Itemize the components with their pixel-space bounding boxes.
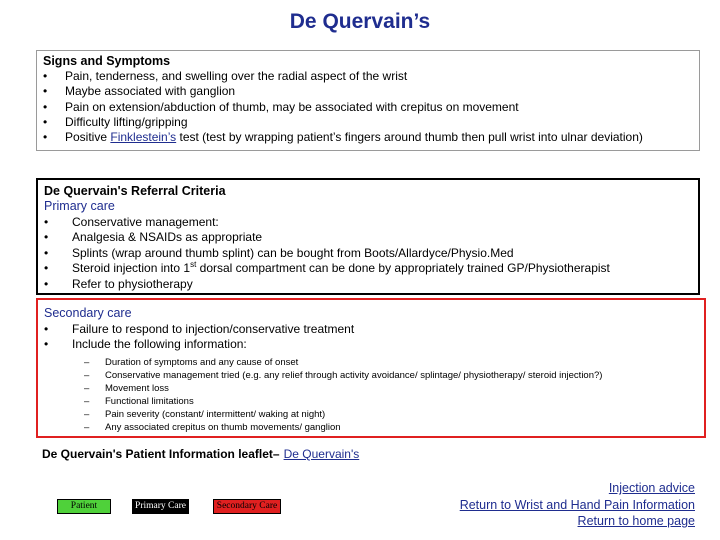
signs-list [43,69,693,145]
injection-advice-link[interactable]: Injection advice [608,481,695,495]
leaflet-link[interactable]: De Quervain's [283,447,360,461]
list-item: • Failure to respond to injection/conservative treatment [44,322,698,338]
primary-care-button[interactable]: Primary Care [132,499,189,514]
secondary-info-list [44,356,698,434]
steroid-suffix: dorsal compartment can be done by appropriately trained GP/Physiotherapist [196,261,610,275]
list-item: • Pain, tenderness, and swelling over the radial aspect of the wrist [43,69,693,84]
list-item: • Analgesia & NSAIDs as appropriate [44,230,692,246]
nav-links [460,480,695,530]
list-item: • Include the following information: [44,337,698,353]
list-item [43,130,693,145]
secondary-care-list [44,322,698,353]
list-item [44,261,692,277]
leaflet-label: De Quervain's Patient Information leaflet– [42,447,280,461]
steroid-sup: st [190,260,197,269]
referral-criteria-box [36,178,700,295]
secondary-care-box [36,298,706,438]
primary-care-list [44,215,692,293]
list-item: – Duration of symptoms and any cause of onset [44,356,698,369]
secondary-care-button[interactable]: Secondary Care [213,499,281,514]
finklestein-prefix: Positive [65,130,111,145]
finklestein-link[interactable]: Finklestein’s [110,130,177,145]
list-item: • Difficulty lifting/gripping [43,115,693,130]
list-item: – Functional limitations [44,395,698,408]
page-title: De Quervain’s [289,10,431,33]
list-item: • Refer to physiotherapy [44,277,692,293]
list-item: – Movement loss [44,382,698,395]
secondary-care-label: Secondary care [44,306,132,320]
referral-heading: De Quervain's Referral Criteria [44,184,226,198]
list-item: • Maybe associated with ganglion [43,84,693,99]
signs-heading: Signs and Symptoms [43,54,171,68]
return-wrist-hand-link[interactable]: Return to Wrist and Hand Pain Information [459,497,695,512]
list-item: – Pain severity (constant/ intermittent/ waking at night) [44,408,698,421]
list-item: – Any associated crepitus on thumb movements/ ganglion [44,421,698,434]
signs-symptoms-box [36,50,700,151]
patient-leaflet-line [42,447,359,461]
list-item: • Splints (wrap around thumb splint) can be bought from Boots/Allardyce/Physio.Med [44,246,692,262]
list-item: • Pain on extension/abduction of thumb, may be associated with crepitus on movement [43,100,693,115]
patient-button[interactable]: Patient [57,499,111,514]
primary-care-label: Primary care [44,199,115,213]
list-item: • Conservative management: [44,215,692,231]
finklestein-suffix: test (test by wrapping patient’s fingers around thumb then pull wrist into ulnar deviation) [176,130,643,145]
return-home-link[interactable]: Return to home page [577,514,695,528]
steroid-prefix: Steroid injection into 1 [72,261,191,275]
list-item: – Conservative management tried (e.g. any relief through activity avoidance/ splintage/ physiotherapy/ steroid injection?) [44,369,698,382]
